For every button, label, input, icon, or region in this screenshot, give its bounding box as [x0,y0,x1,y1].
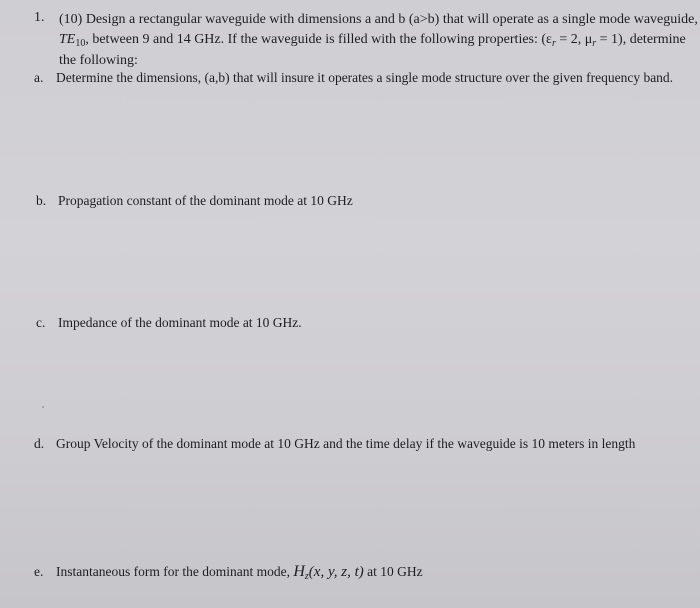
math-h: H [293,563,305,580]
part-c [36,315,302,331]
part-text: Group Velocity of the dominant mode at 10 GHz and the time delay if the waveguide is 10 meters in length [56,436,636,451]
part-e [34,563,423,581]
question-line-2 [59,30,685,51]
math-args: (x, y, z, t) [308,564,364,580]
part-letter: a. [34,70,44,85]
te-symbol: TE [59,32,76,47]
question-line-3: the following: [59,53,138,68]
part-text: Impedance of the dominant mode at 10 GHz. [58,315,302,330]
part-letter: c. [36,315,46,330]
question-line-2-rest: , between 9 and 14 GHz. If the waveguide is filled with the following properties: (ε [85,32,552,47]
part-text-after: at 10 GHz [363,564,423,579]
question-line-2-mid: = 2, μ [555,32,593,47]
question-line-2-end: = 1), determine [596,32,686,47]
part-letter: b. [36,193,47,208]
part-b [36,193,353,209]
part-a [34,70,673,86]
epsilon-subscript: r [551,38,556,49]
te-subscript: 10 [75,38,86,49]
part-letter: e. [34,564,44,579]
part-text: Determine the dimensions, (a,b) that will insure it operates a single mode structure over the given frequency band. [56,70,674,85]
part-letter: d. [34,436,45,451]
question-text [59,10,698,71]
part-text: Propagation constant of the dominant mode at 10 GHz [58,193,353,208]
question-line-1: (10) Design a rectangular waveguide with dimensions a and b (a>b) that will operate as a single mode waveguide, [59,12,698,27]
part-text-before: Instantaneous form for the dominant mode, [56,564,294,579]
math-h-subscript: z [304,571,309,582]
mu-subscript: r [592,38,597,49]
part-d [34,436,635,452]
question-number: 1. [34,10,45,25]
paper-speck [42,406,44,408]
